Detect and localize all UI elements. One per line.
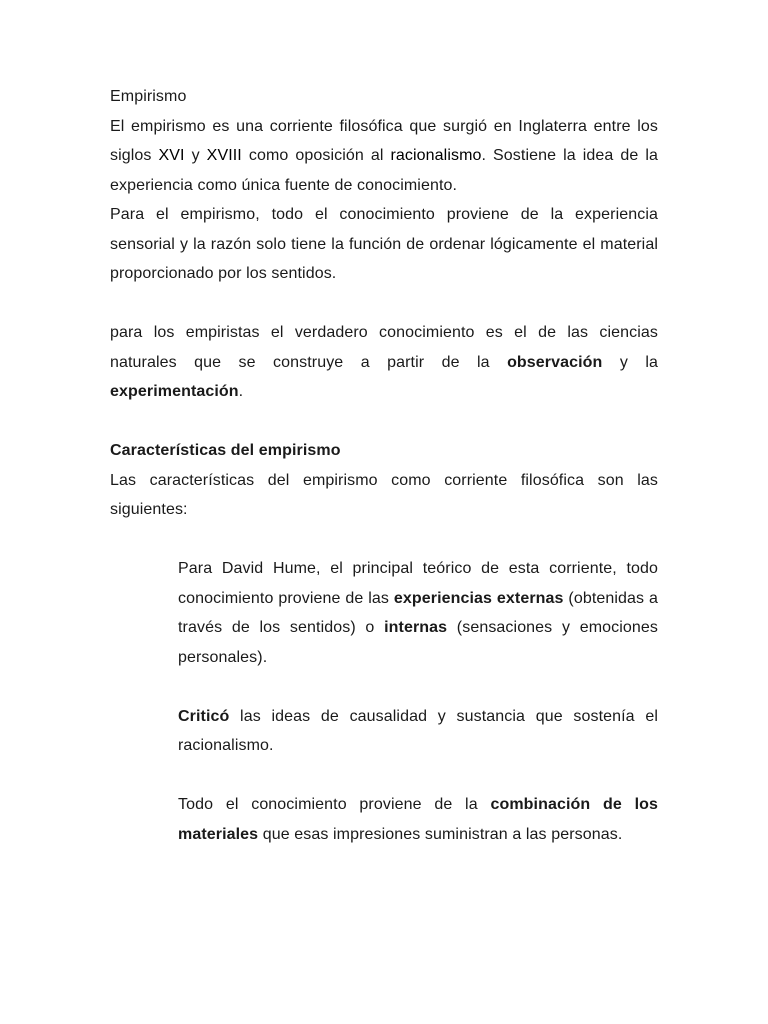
text-run-bold: experiencias externas <box>393 589 564 607</box>
characteristic-item-hume <box>178 554 658 672</box>
text-run: . Sostiene la idea de la experiencia como única fuente de conocimiento. <box>110 147 658 194</box>
text-run: para los empiristas el verdadero conocimiento es el de las ciencias naturales que se construye a partir de la <box>110 324 658 371</box>
text-run: (obtenidas a través de los sentidos) o <box>178 589 658 636</box>
characteristic-item-combination <box>178 790 658 849</box>
spacer <box>110 525 658 555</box>
paragraph-empiricists <box>110 318 658 407</box>
characteristic-item-critique <box>178 702 658 761</box>
text-run-bold: Criticó <box>178 707 230 725</box>
spacer <box>110 407 658 437</box>
document-page <box>110 82 658 849</box>
text-run: Todo el conocimiento proviene de la <box>178 796 491 813</box>
text-run-bold: experimentación <box>110 383 239 400</box>
text-run: . <box>238 383 244 400</box>
spacer <box>110 289 658 319</box>
text-run-emphasis: XVI <box>158 147 185 164</box>
text-run-bold: observación <box>507 353 603 371</box>
text-run-emphasis: racionalismo <box>390 147 482 164</box>
section-heading-text: Características del empirismo <box>110 442 341 459</box>
spacer <box>110 672 658 702</box>
text-run: y <box>184 147 207 164</box>
text-run-bold: internas <box>384 619 448 636</box>
text-run: El empirismo es una corriente filosófica que surgió en Inglaterra entre los siglos <box>110 117 658 164</box>
text-run: (sensaciones y emociones personales). <box>178 619 658 666</box>
text-run-emphasis: XVIII <box>206 147 242 164</box>
text-run: Para David Hume, el principal teórico de esta corriente, todo conocimiento proviene de las <box>178 560 658 607</box>
text-run-bold: combinación de los materiales <box>178 796 658 843</box>
spacer <box>110 761 658 791</box>
section-heading <box>110 436 658 466</box>
paragraph-definition <box>110 112 658 201</box>
text-run: como oposición al <box>241 147 391 164</box>
text-run: y la <box>602 353 658 371</box>
document-title: Empirismo <box>110 88 187 105</box>
text-run: que esas impresiones suministran a las personas. <box>258 825 623 843</box>
paragraph-knowledge: Para el empirismo, todo el conocimiento proviene de la experiencia sensorial y la razón solo tiene la función de ordenar lógicamente el material proporcionado por los sentidos. <box>110 206 658 282</box>
paragraph-intro: Las características del empirismo como corriente filosófica son las siguientes: <box>110 471 658 518</box>
text-run: las ideas de causalidad y sustancia que sostenía el racionalismo. <box>178 707 658 754</box>
